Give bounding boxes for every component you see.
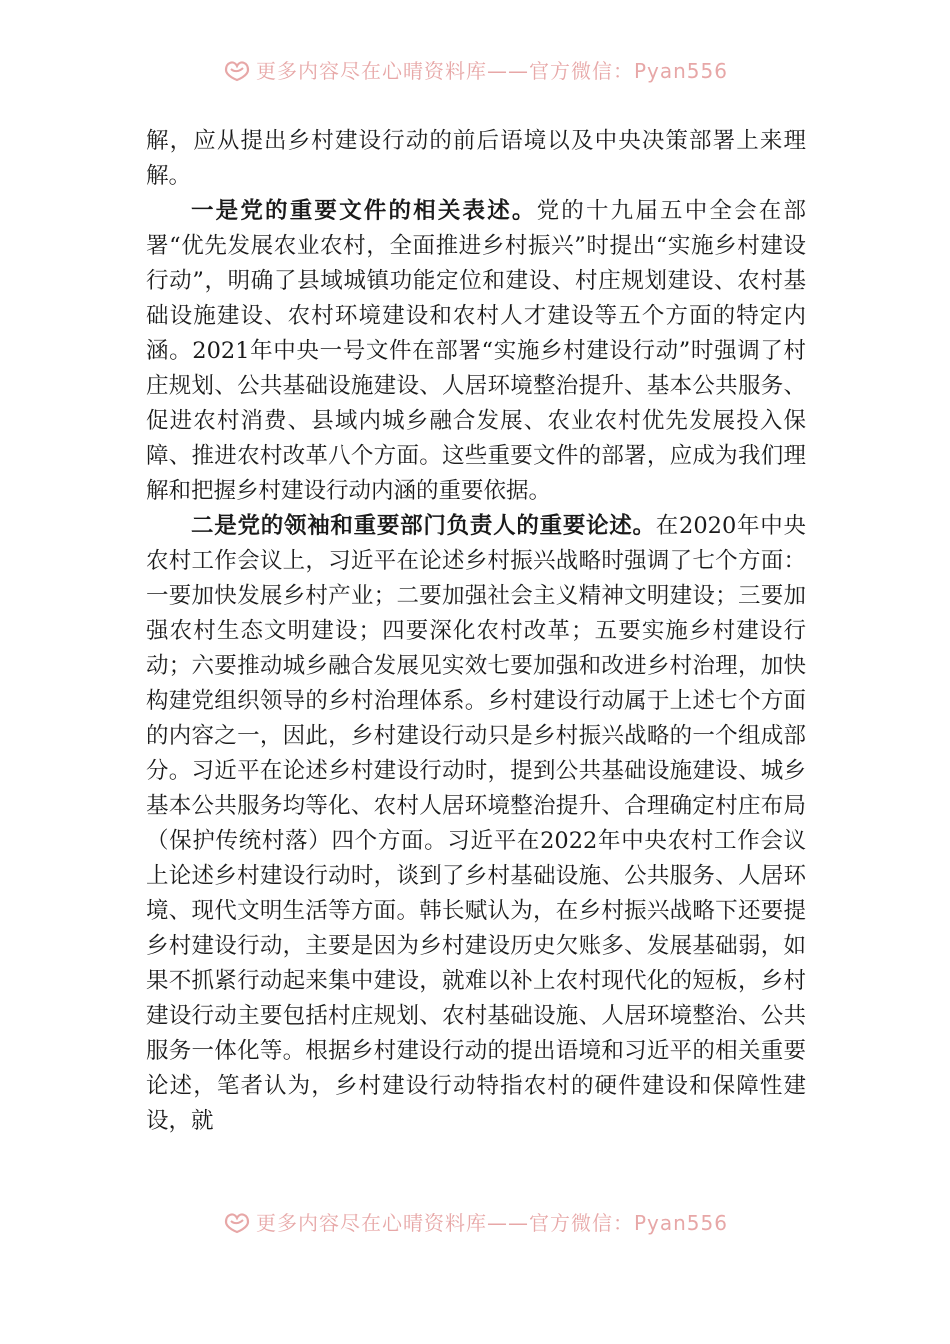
paragraph-text: 党的十九届五中全会在部署“优先发展农业农村，全面推进乡村振兴”时提出“实施乡村建设行动”，明确了县域城镇功能定位和建设、村庄规划建设、农村基础设施建设、农村环境建设和农村人才建设等五个方面的特定内涵。2021年中央一号文件在部署“实施乡村建设行动”时强调了村庄规划、公共基础设施建设、人居环境整治提升、基本公共服务、促进农村消费、县域内城乡融合发展、农业农村优先发展投入保障、推进农村改革八个方面。这些重要文件的部署，应成为我们理解和把握乡村建设行动内涵的重要依据。 <box>146 198 806 504</box>
paragraph-lead: 一是党的重要文件的相关表述。 <box>191 198 537 224</box>
paragraph-text: 解，应从提出乡村建设行动的前后语境以及中央决策部署上来理解。 <box>146 128 806 189</box>
paragraph-continuation <box>146 124 806 194</box>
leaf-heart-logo-icon <box>222 1208 252 1234</box>
footer-watermark <box>0 1206 950 1236</box>
watermark-text: 更多内容尽在心晴资料库——官方微信：Pyan556 <box>255 58 728 83</box>
paragraph-party-documents <box>146 194 806 509</box>
paragraph-leader-statements <box>146 509 806 1139</box>
paragraph-text: 在2020年中央农村工作会议上，习近平在论述乡村振兴战略时强调了七个方面：一要加快发展乡村产业；二要加强社会主义精神文明建设；三要加强农村生态文明建设；四要深化农村改革；五要实施乡村建设行动；六要推动城乡融合发展见实效七要加强和改进乡村治理，加快构建党组织领导的乡村治理体系。乡村建设行动属于上述七个方面的内容之一，因此，乡村建设行动只是乡村振兴战略的一个组成部分。习近平在论述乡村建设行动时，提到公共基础设施建设、城乡基本公共服务均等化、农村人居环境整治提升、合理确定村庄布局（保护传统村落）四个方面。习近平在2022年中央农村工作会议上论述乡村建设行动时，谈到了乡村基础设施、公共服务、人居环境、现代文明生活等方面。韩长赋认为，在乡村振兴战略下还要提乡村建设行动，主要是因为乡村建设历史欠账多、发展基础弱，如果不抓紧行动起来集中建设，就难以补上农村现代化的短板，乡村建设行动主要包括村庄规划、农村基础设施、人居环境整治、公共服务一体化等。根据乡村建设行动的提出语境和习近平的相关重要论述，笔者认为，乡村建设行动特指农村的硬件建设和保障性建设，就 <box>146 513 806 1134</box>
paragraph-lead: 二是党的领袖和重要部门负责人的重要论述。 <box>191 513 656 539</box>
header-watermark <box>0 54 950 84</box>
watermark-text: 更多内容尽在心晴资料库——官方微信：Pyan556 <box>255 1210 728 1235</box>
document-body <box>146 124 806 1139</box>
leaf-heart-logo-icon <box>222 56 252 82</box>
